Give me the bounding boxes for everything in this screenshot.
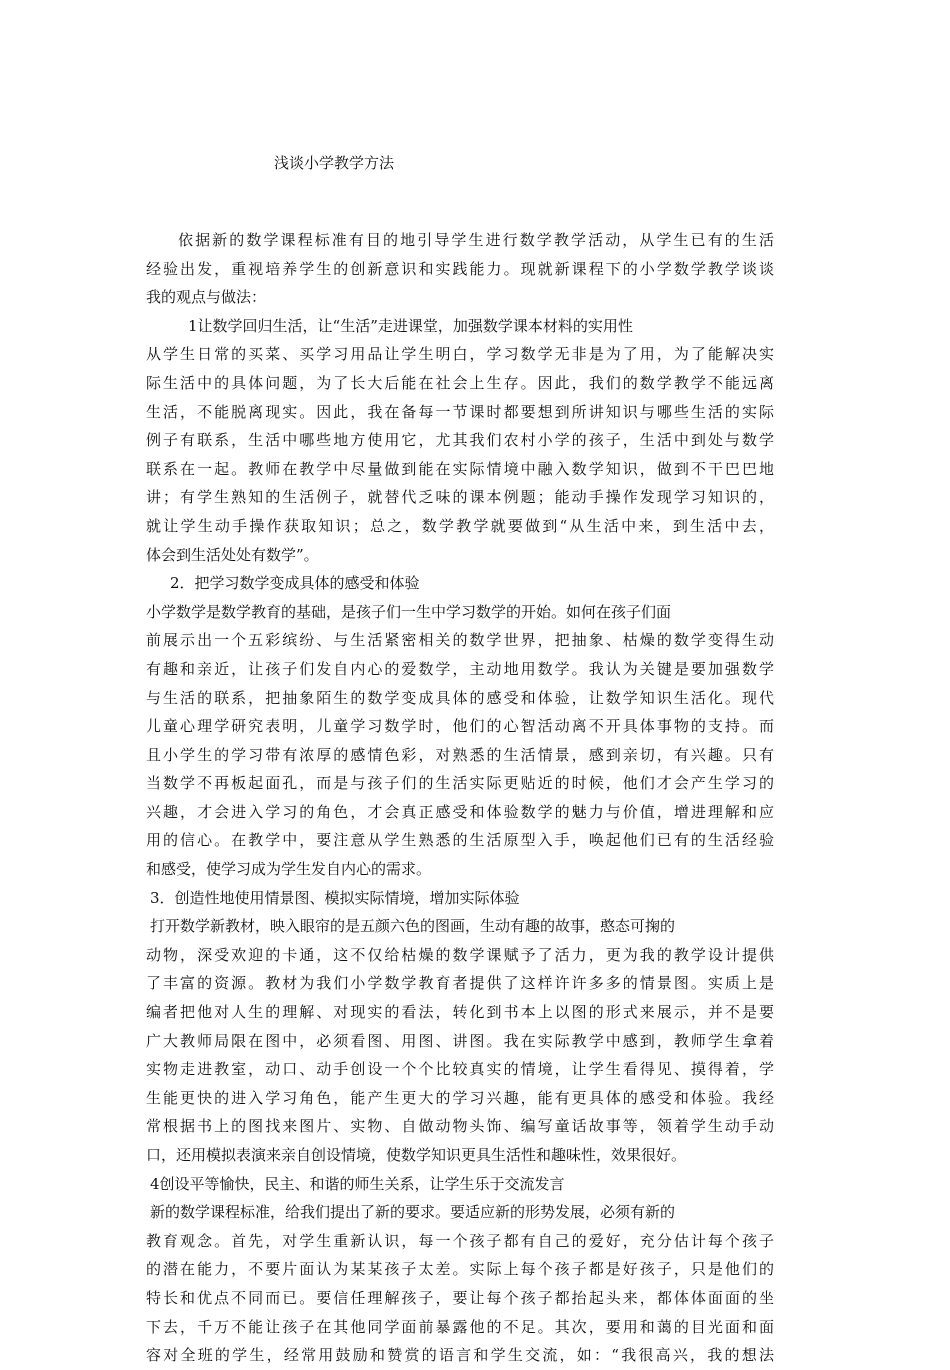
text-line: 和感受，使学习成为学生发自内心的需求。 [146, 860, 432, 879]
text-line: 就让学生动手操作获取知识；总之，数学教学就要做到“从生活中来，到生活中去， [146, 516, 774, 535]
text-line: 动物，深受欢迎的卡通，这不仅给枯燥的数学课赋予了活力，更为我的教学设计提供 [146, 945, 774, 964]
text-line: 新的数学课程标准，给我们提出了新的要求。要适应新的形势发展，必须有新的 [150, 1203, 676, 1222]
text-line: 口，还用模拟表演来亲自创设情境，使数学知识更具生活性和趣味性，效果很好。 [146, 1146, 687, 1164]
text-line: 容对全班的学生，经常用鼓励和赞赏的语言和学生交流，如：“我很高兴，我的想法 [146, 1346, 774, 1365]
text-line: 依据新的数学课程标准有目的地引导学生进行数学教学活动，从学生已有的生活 [178, 231, 774, 249]
text-line: 儿童心理学研究表明，儿童学习数学时，他们的心智活动离不开具体事物的支持。而 [146, 717, 774, 736]
text-line: 用的信心。在教学中，要注意从学生熟悉的生活原型入手，唤起他们已有的生活经验 [146, 831, 774, 850]
text-line: 生活，不能脱离现实。因此，我在备每一节课时都要想到所讲知识与哪些生活的实际 [146, 402, 774, 421]
text-line: 下去，千万不能让孩子在其他同学面前暴露他的不足。其次，要用和蔼的目光面和面 [146, 1317, 774, 1336]
text-line: 例子有联系，生活中哪些地方使用它，尤其我们农村小学的孩子，生活中到处与数学 [146, 431, 774, 450]
text-line: 常根据书上的图找来图片、实物、自做动物头饰、编写童话故事等，领着学生动手动 [146, 1117, 774, 1136]
text-line: 从学生日常的买菜、买学习用品让学生明白，学习数学无非是为了用，为了能解决实 [146, 345, 774, 364]
text-line: 的潜在能力，不要片面认为某某孩子太差。实际上每个孩子都是好孩子，只是他们的 [146, 1260, 774, 1279]
text-line: 广大教师局限在图中，必须看图、用图、讲图。我在实际教学中感到，教师学生拿着 [146, 1031, 774, 1050]
text-line: 打开数学新教材，映入眼帘的是五颜六色的图画，生动有趣的故事，憨态可掬的 [150, 917, 676, 936]
text-line: 讲；有学生熟知的生活例子，就替代乏味的课本例题；能动手操作发现学习知识的， [146, 488, 774, 507]
text-line: 教育观念。首先，对学生重新认识，每一个孩子都有自己的爱好，充分估计每个孩子 [146, 1231, 774, 1250]
text-line: 联系在一起。教师在教学中尽量做到能在实际情境中融入数学知识，做到不干巴巴地 [146, 459, 774, 478]
text-line: 编者把他对人生的理解、对现实的看法，转化到书本上以图的形式来展示，并不是要 [146, 1003, 774, 1022]
text-line: 实物走进教室，动口、动手创设一个个比较真实的情境，让学生看得见、摸得着，学 [146, 1060, 774, 1079]
text-line: 4创设平等愉快，民主、和谐的师生关系，让学生乐于交流发言 [150, 1174, 565, 1193]
text-line: 了丰富的资源。教材为我们小学数学教育者提供了这样许许多多的情景图。实质上是 [146, 974, 774, 993]
text-line: 生能更快的进入学习角色，能产生更大的学习兴趣，能有更具体的感受和体验。我经 [146, 1088, 774, 1107]
text-line: 3．创造性地使用情景图、模拟实际情境，增加实际体验 [150, 888, 520, 907]
text-line: 2．把学习数学变成具体的感受和体验 [170, 574, 420, 593]
text-line: 经验出发，重视培养学生的创新意识和实践能力。现就新课程下的小学数学教学谈谈 [146, 259, 774, 278]
text-line: 有趣和亲近，让孩子们发自内心的爱数学，主动地用数学。我认为关键是要加强数学 [146, 659, 774, 678]
text-line: 体会到生活处处有数学”。 [146, 545, 319, 564]
text-line: 兴趣，才会进入学习的角色，才会真正感受和体验数学的魅力与价值，增进理解和应 [146, 802, 774, 821]
document-title: 浅谈小学教学方法 [274, 154, 395, 172]
text-line: 小学数学是数学教育的基础，是孩子们一生中学习数学的开始。如何在孩子们面 [146, 602, 672, 621]
text-line: 且小学生的学习带有浓厚的感情色彩，对熟悉的生活情景，感到亲切，有兴趣。只有 [146, 745, 774, 764]
text-line: 与生活的联系，把抽象陌生的数学变成具体的感受和体验，让数学知识生活化。现代 [146, 688, 774, 707]
text-line: 前展示出一个五彩缤纷、与生活紧密相关的数学世界，把抽象、枯燥的数学变得生动 [146, 631, 774, 650]
text-line: 特长和优点不同而已。要信任理解孩子，要让每个孩子都抬起头来，都体体面面的坐 [146, 1288, 774, 1307]
text-line: 当数学不再板起面孔，而是与孩子们的生活实际更贴近的时候，他们才会产生学习的 [146, 774, 774, 793]
text-line: 我的观点与做法： [146, 288, 267, 307]
document-body [146, 226, 774, 1370]
text-line: 际生活中的具体问题，为了长大后能在社会上生存。因此，我们的数学教学不能远离 [146, 373, 774, 392]
text-line: 1让数学回归生活，让“生活”走进课堂，加强数学课本材料的实用性 [188, 316, 633, 335]
